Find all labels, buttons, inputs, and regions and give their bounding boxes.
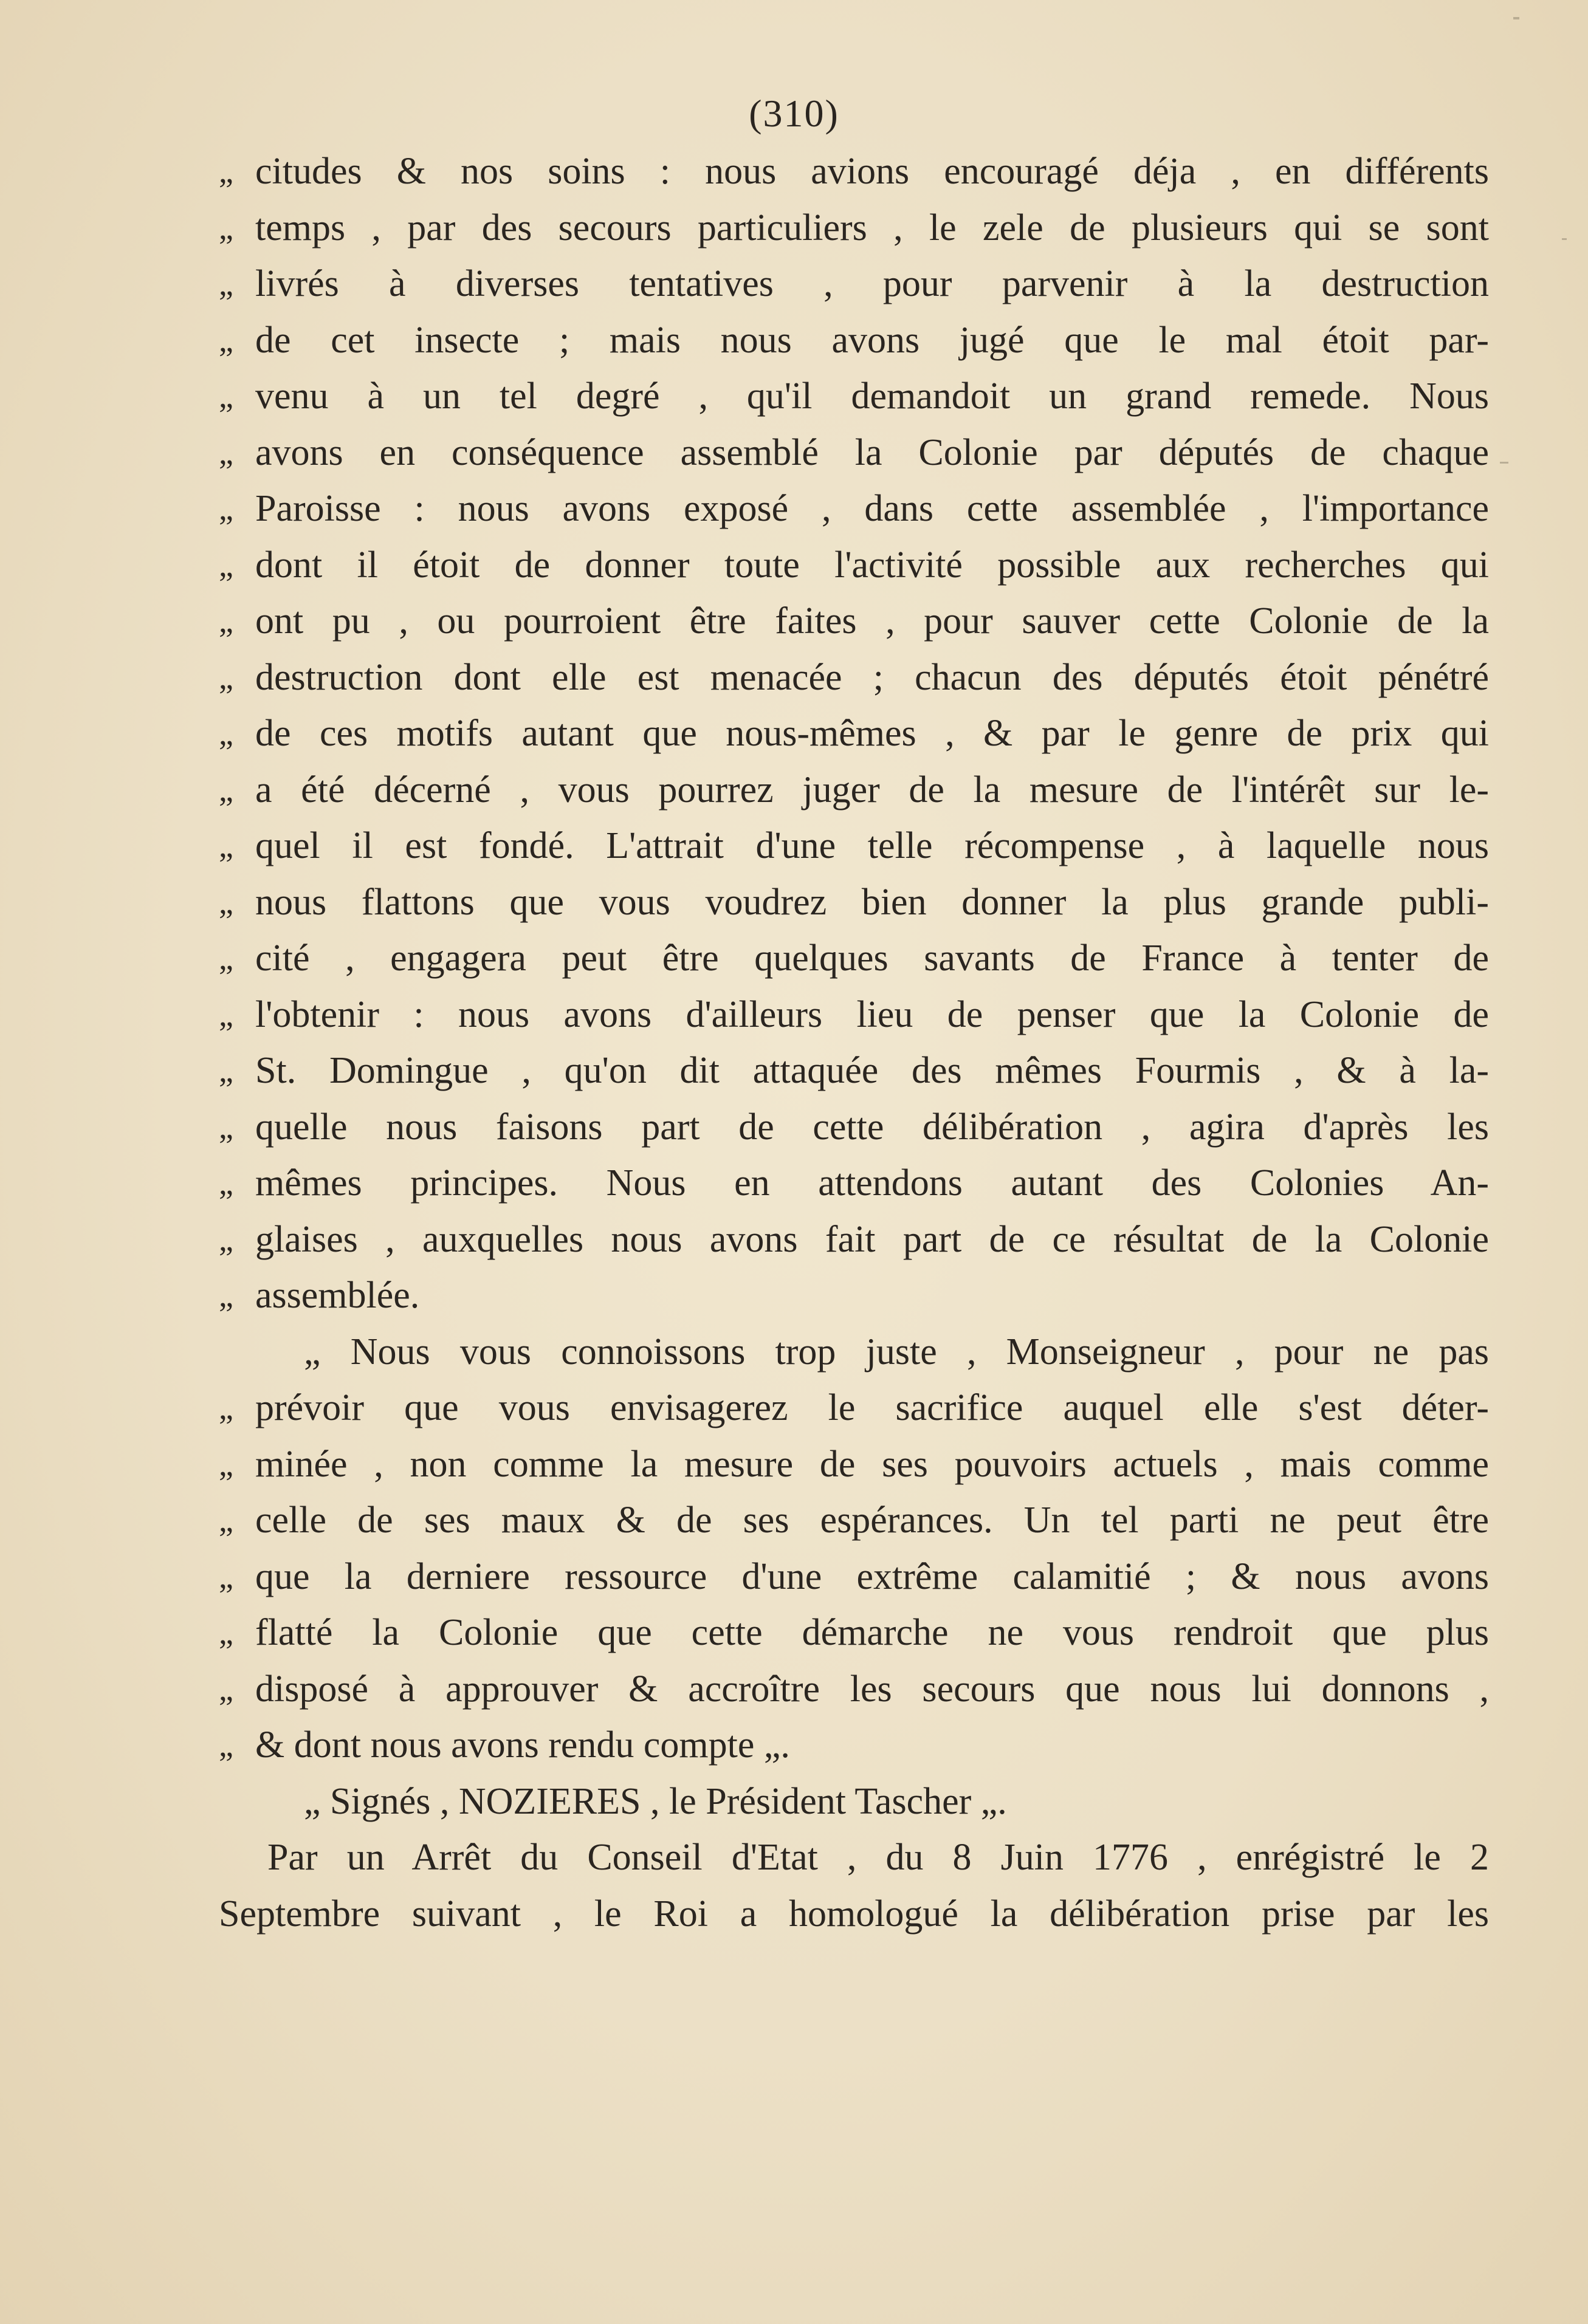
quotation-mark: „	[219, 1727, 233, 1763]
line-text: „ Nous vous connoissons trop juste , Monseigneur , pour ne pas	[304, 1331, 1489, 1373]
text-line	[219, 1043, 1489, 1099]
text-line	[219, 650, 1489, 706]
line-text: quel il est fondé. L'attrait d'une telle récompense , à laquelle nous	[255, 825, 1489, 866]
line-text: avons en conséquence assemblé la Colonie par députés de chaque	[255, 431, 1489, 473]
line-text: Par un Arrêt du Conseil d'Etat , du 8 Juin 1776 , enrégistré le 2	[267, 1837, 1489, 1878]
text-line	[219, 143, 1489, 200]
text-line	[219, 1886, 1489, 1942]
quotation-mark: „	[219, 715, 233, 752]
line-text: venu à un tel degré , qu'il demandoit un grand remede. Nous	[255, 375, 1489, 417]
text-line	[219, 1829, 1489, 1886]
text-line	[219, 1717, 1489, 1774]
line-text: temps , par des secours particuliers , le zele de plusieurs qui se sont	[255, 207, 1489, 249]
line-text: disposé à approuver & accroître les secours que nous lui donnons ,	[255, 1668, 1489, 1710]
quotation-mark: „	[219, 1614, 233, 1651]
quotation-mark: „	[219, 603, 233, 639]
text-line	[219, 762, 1489, 818]
line-text: cité , engagera peut être quelques savants de France à tenter de	[255, 937, 1489, 979]
line-text: St. Domingue , qu'on dit attaquée des mêmes Fourmis , & à la-	[255, 1050, 1489, 1091]
line-text: dont il étoit de donner toute l'activité possible aux recherches qui	[255, 544, 1489, 586]
text-line	[255, 1774, 1489, 1830]
quotation-mark: „	[219, 1165, 233, 1201]
line-text: que la derniere ressource d'une extrême calamitié ; & nous avons	[255, 1555, 1489, 1597]
text-line	[219, 593, 1489, 650]
quotation-mark: „	[219, 1052, 233, 1089]
line-text: & dont nous avons rendu compte „.	[255, 1724, 790, 1766]
quotation-mark: „	[219, 1390, 233, 1426]
text-line	[219, 1155, 1489, 1212]
line-text: livrés à diverses tentatives , pour parvenir à la destruction	[255, 263, 1489, 304]
line-text: de ces motifs autant que nous-mêmes , & par le genre de prix qui	[255, 713, 1489, 754]
line-text: nous flattons que vous voudrez bien donner la plus grande publi-	[255, 881, 1489, 923]
line-text: celle de ses maux & de ses espérances. Un tel parti ne peut être	[255, 1500, 1489, 1541]
line-text: Paroisse : nous avons exposé , dans cette assemblée , l'importance	[255, 488, 1489, 529]
ink-speck	[1513, 17, 1519, 19]
ink-speck	[1562, 238, 1567, 240]
text-line	[219, 200, 1489, 256]
quotation-mark: „	[219, 659, 233, 696]
quotation-mark: „	[219, 434, 233, 471]
quotation-mark: „	[219, 771, 233, 808]
text-line	[219, 1099, 1489, 1156]
ink-speck	[1500, 462, 1508, 464]
quotation-mark: „	[219, 1445, 233, 1482]
quotation-mark: „	[219, 883, 233, 920]
page-number: (310)	[749, 92, 839, 135]
text-line	[219, 1549, 1489, 1605]
text-line	[219, 818, 1489, 874]
quotation-mark: „	[219, 1277, 233, 1314]
line-text: de cet insecte ; mais nous avons jugé que le mal étoit par-	[255, 319, 1489, 361]
line-text: assemblée.	[255, 1275, 420, 1316]
quotation-mark: „	[219, 321, 233, 358]
line-text: mêmes principes. Nous en attendons autant des Colonies An-	[255, 1162, 1489, 1204]
body-text	[219, 143, 1489, 1942]
text-line	[219, 312, 1489, 369]
quotation-mark: „	[219, 1221, 233, 1258]
line-text: „ Signés , NOZIERES , le Président Tascher „.	[304, 1780, 1007, 1822]
quotation-mark: „	[219, 153, 233, 190]
quotation-mark: „	[219, 378, 233, 414]
text-line	[219, 1212, 1489, 1268]
text-line	[219, 1492, 1489, 1549]
quotation-mark: „	[219, 1108, 233, 1145]
text-line	[219, 930, 1489, 987]
text-line	[219, 425, 1489, 481]
text-line	[255, 1324, 1489, 1380]
quotation-mark: „	[219, 209, 233, 246]
text-line	[219, 1436, 1489, 1493]
quotation-mark: „	[219, 1670, 233, 1707]
line-text: prévoir que vous envisagerez le sacrifice auquel elle s'est déter-	[255, 1387, 1489, 1428]
line-text: glaises , auxquelles nous avons fait part de ce résultat de la Colonie	[255, 1218, 1489, 1260]
line-text: quelle nous faisons part de cette délibération , agira d'après les	[255, 1106, 1489, 1148]
quotation-mark: „	[219, 266, 233, 302]
quotation-mark: „	[219, 1502, 233, 1538]
text-line	[219, 537, 1489, 594]
text-line	[219, 481, 1489, 537]
text-line	[219, 1605, 1489, 1661]
quotation-mark: „	[219, 546, 233, 583]
line-text: a été décerné , vous pourrez juger de la mesure de l'intérêt sur le-	[255, 769, 1489, 811]
line-text: Septembre suivant , le Roi a homologué la délibération prise par les	[219, 1893, 1489, 1935]
line-text: citudes & nos soins : nous avions encouragé déja , en différents	[255, 151, 1489, 192]
text-line	[219, 368, 1489, 425]
text-line	[219, 1267, 1489, 1324]
text-line	[219, 705, 1489, 762]
line-text: minée , non comme la mesure de ses pouvoirs actuels , mais comme	[255, 1443, 1489, 1485]
quotation-mark: „	[219, 828, 233, 864]
line-text: destruction dont elle est menacée ; chacun des députés étoit pénétré	[255, 656, 1489, 698]
quotation-mark: „	[219, 996, 233, 1033]
text-line	[219, 987, 1489, 1043]
text-line	[219, 1380, 1489, 1436]
quotation-mark: „	[219, 940, 233, 976]
quotation-mark: „	[219, 1558, 233, 1595]
text-line	[219, 1661, 1489, 1718]
text-line	[219, 874, 1489, 931]
line-text: ont pu , ou pourroient être faites , pour sauver cette Colonie de la	[255, 600, 1489, 642]
line-text: flatté la Colonie que cette démarche ne vous rendroit que plus	[255, 1612, 1489, 1653]
quotation-mark: „	[219, 490, 233, 527]
line-text: l'obtenir : nous avons d'ailleurs lieu de penser que la Colonie de	[255, 993, 1489, 1035]
text-line	[219, 256, 1489, 312]
